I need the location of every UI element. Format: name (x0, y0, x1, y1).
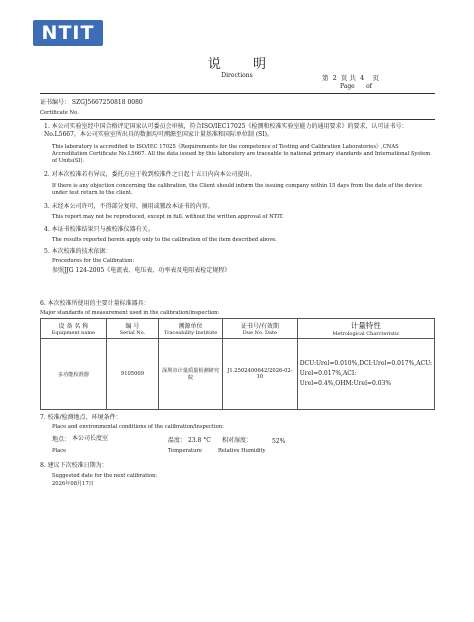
calibration-procedure: 参照JJG 124-2005《电流表、电压表、功率表及电阻表检定规程》 (52, 267, 231, 274)
item8-en: Suggested date for the next calibration: (52, 473, 158, 479)
item1-cn: 1. 本公司实验室经中国合格评定国家认可委员会审核，符合ISO/IEC17025《检测和校准实验室能力的通用要求》的要求，认可证书号：No.L5667。本公司实验室所出具的数据均可溯源至国家计量基准和国际单位制 (SI)。 (44, 123, 408, 138)
col-equipment-name: 设 备 名 称 Equipment name (41, 319, 107, 339)
table-row (41, 339, 435, 410)
item5-cn: 5. 本次校准的技术依据： (44, 248, 112, 255)
ntit-logo: NTIT (33, 20, 103, 46)
cell-characteristic: DCU:Urel=0.010%,DCI:Urel=0.017%,ACU: Urel=0.017%,ACI: Urel=0.4%,OHM:Urel=0.03% (297, 339, 434, 410)
humidity-label-en: Relative Humidity (218, 448, 266, 454)
item4-cn: 4. 本证书校准结果只与被校准仪器有关。 (44, 226, 154, 233)
humidity-label: 相对湿度： (222, 437, 253, 444)
next-calibration-date: 2026年08月17日 (52, 481, 94, 487)
item4-en: The results reported herein apply only to the calibration of the item described above. (52, 237, 277, 243)
place-label: 地点： (52, 436, 71, 443)
title-en: Directions (221, 72, 253, 79)
item5-en: Procedures for the Calibration: (52, 258, 135, 264)
item8-cn: 8. 建议下次校准日期为： (40, 462, 108, 469)
item6-cn: 6. 本次校准所使用的主要计量标准器具： (40, 300, 150, 307)
cell-serial: 9105009 (106, 339, 158, 410)
col-characteristic: 计量特性 Metrological Charcteristic (297, 319, 434, 339)
item7-en: Place and environmental conditions of the calibration/inspection: (52, 424, 224, 430)
cell-cert: J1.2502400642/2026-02-10 (223, 339, 298, 410)
item6-en: Major standards of measurement used in the calibration/inspection: (40, 310, 220, 316)
item2-en: If there is any objection concerning the calibration, the Client should inform the issuing company within 15 days from the date of the device under test return to the client. (52, 183, 422, 196)
temperature-label: 温度： (168, 437, 187, 444)
certificate-number-en: Certificate No. (40, 110, 79, 116)
title-cn: 说 明 (207, 57, 281, 72)
page-indicator-en: Page of (340, 83, 373, 90)
col-serial: 编 号 Serial No. (106, 319, 158, 339)
section-rule (40, 119, 435, 120)
humidity-value: 52% (272, 438, 286, 445)
place-value: 本公司长度室 (72, 435, 109, 442)
col-cert: 证书号/有效期 Due No. Date (223, 319, 298, 339)
temperature-value: 23.8 °C (188, 437, 211, 444)
item7-cn: 7. 校准/检测地点、环境条件： (40, 414, 122, 421)
cell-equipment-name: 多功能校准器 (41, 339, 107, 410)
equipment-table (40, 318, 435, 410)
item3-en: This report may not be reproduced, except in full, without the written approval of NTIT. (52, 214, 284, 220)
cell-institute: 深圳市计量质量检测研究院 (159, 339, 223, 410)
item3-cn: 3. 未经本公司许可，不得部分复印、摘用或篡改本证书的内容。 (44, 203, 214, 210)
page-indicator-cn: 第 2 页 共 4 页 (322, 74, 379, 82)
temperature-label-en: Temperature (168, 448, 202, 454)
col-institute: 溯源单位 Traceability Institute (159, 319, 223, 339)
top-rule (40, 93, 435, 94)
table-header-row (41, 319, 435, 339)
item1-en: This laboratory is accredited to ISO/IEC 17025《Requirements for the competence of Testing and Calibration Laboratories》,CNAS Accreditation Certificate No.L5667. All the data issued by this laboratory are traceable to national primary standards and International System of Units(SI). (52, 144, 431, 164)
item2-cn: 2. 对本次校准若有异议，委托方应于收到校准件之日起十五日内向本公司提出。 (44, 171, 256, 178)
certificate-number: 证书编号： SZGJ5667250818 0080 (40, 99, 143, 106)
place-label-en: Place (52, 448, 67, 454)
